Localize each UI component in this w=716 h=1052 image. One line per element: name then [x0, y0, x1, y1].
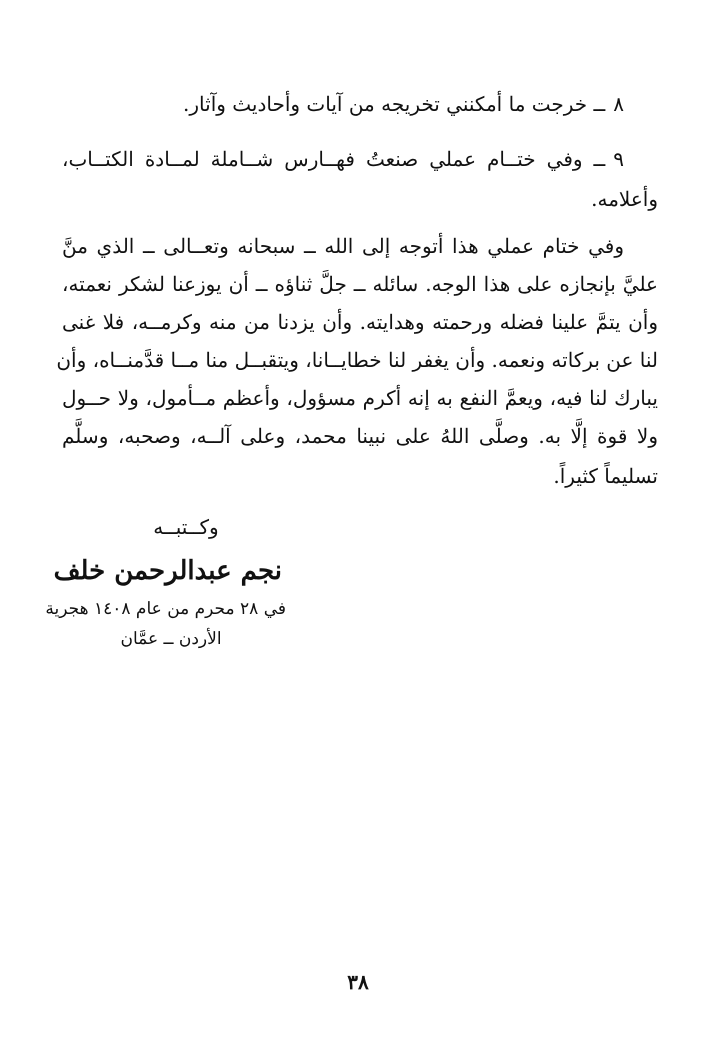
item-text: ــ خرجت ما أمكنني تخريجه من آيات وأحاديث وآثار.: [183, 92, 606, 116]
closing-paragraph-line: ولا قوة إلَّا به. وصلَّى اللهُ على نبينا محمد، وعلى آلــه، وصحبه، وسلَّم: [62, 424, 658, 448]
signature-place: الأردن ــ عمَّان: [120, 629, 222, 649]
closing-paragraph-line: وفي ختام عملي هذا أتوجه إلى الله ــ سبحانه وتعــالى ــ الذي منَّ: [62, 234, 624, 258]
closing-paragraph-line: لنا عن بركاته ونعمه. وأن يغفر لنا خطايــانا، ويتقبــل منا مــا قدَّمنــاه، وأن: [56, 348, 658, 372]
closing-paragraph-line: عليَّ بإنجازه على هذا الوجه. سائله ــ جلَّ ثناؤه ــ أن يوزعنا لشكر نعمته،: [62, 272, 658, 296]
list-item-9: [62, 143, 624, 175]
closing-paragraph-line: يبارك لنا فيه، ويعمَّ النفع به إنه أكرم مسؤول، وأعظم مــأمول، ولا حــول: [62, 386, 658, 410]
list-item-9-continuation: وأعلامه.: [591, 187, 658, 211]
closing-paragraph-line: وأن يتمَّ علينا فضله ورحمته وهدايته. وأن يزدنا من منه وكرمــه، فلا غنى: [62, 310, 658, 334]
signature-writer: وكــتبــه: [153, 515, 219, 539]
item-number: ٨: [613, 92, 624, 116]
signature-name: نجم عبدالرحمن خلف: [53, 556, 282, 586]
signature-date: في ٢٨ محرم من عام ١٤٠٨ هجرية: [45, 599, 286, 619]
closing-paragraph-last-line: تسليماً كثيراً.: [553, 464, 658, 488]
list-item-8: [183, 88, 624, 120]
item-number: ٩: [613, 147, 624, 171]
item-text: ــ وفي ختــام عملي صنعتُ فهــارس شــاملة لمــادة الكتــاب،: [62, 147, 606, 171]
page-number: ٣٨: [347, 970, 369, 994]
